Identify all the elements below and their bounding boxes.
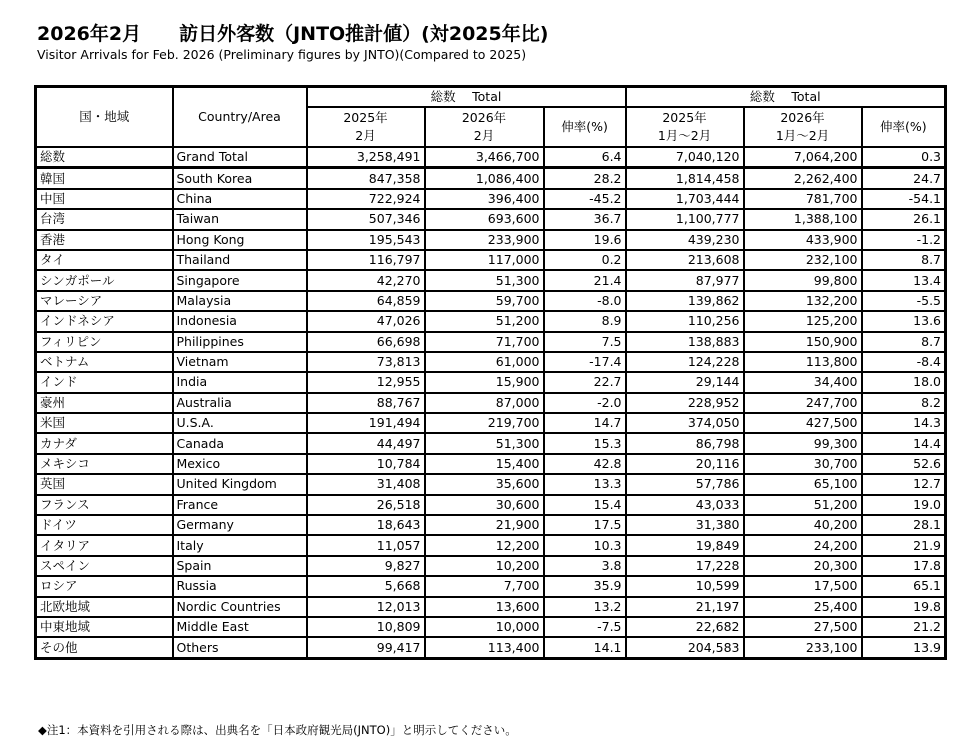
table-row bbox=[36, 209, 946, 229]
table-row bbox=[36, 311, 946, 331]
visitors-2025-feb-cell: 44,497 bbox=[307, 433, 425, 453]
visitors-2025-ytd-cell: 21,197 bbox=[626, 597, 744, 617]
table-row bbox=[36, 637, 946, 658]
visitors-2025-ytd-cell: 110,256 bbox=[626, 311, 744, 331]
growth-feb-cell: 42.8 bbox=[544, 454, 626, 474]
country-en-cell: Mexico bbox=[173, 454, 307, 474]
visitors-2025-feb-cell: 3,258,491 bbox=[307, 147, 425, 168]
growth-ytd-cell: 8.2 bbox=[862, 393, 946, 413]
growth-ytd-cell: 13.4 bbox=[862, 270, 946, 290]
visitors-2026-ytd-cell: 51,200 bbox=[744, 495, 862, 515]
table-row bbox=[36, 270, 946, 290]
growth-ytd-cell: 17.8 bbox=[862, 556, 946, 576]
growth-feb-cell: 28.2 bbox=[544, 168, 626, 189]
growth-feb-cell: 6.4 bbox=[544, 147, 626, 168]
table-row bbox=[36, 454, 946, 474]
visitors-2026-feb-cell: 51,200 bbox=[425, 311, 544, 331]
table-row bbox=[36, 433, 946, 453]
visitors-2025-feb-cell: 42,270 bbox=[307, 270, 425, 290]
visitors-2026-ytd-cell: 24,200 bbox=[744, 535, 862, 555]
growth-ytd-cell: 28.1 bbox=[862, 515, 946, 535]
page-title: 2026年2月 訪日外客数（JNTO推計値）(対2025年比) bbox=[37, 23, 549, 45]
growth-feb-cell: -45.2 bbox=[544, 189, 626, 209]
growth-ytd-cell: 8.7 bbox=[862, 332, 946, 352]
visitors-2026-ytd-cell: 125,200 bbox=[744, 311, 862, 331]
table-row bbox=[36, 617, 946, 637]
visitors-2025-ytd-cell: 138,883 bbox=[626, 332, 744, 352]
growth-ytd-cell: 52.6 bbox=[862, 454, 946, 474]
country-en-cell: France bbox=[173, 495, 307, 515]
table-row bbox=[36, 515, 946, 535]
visitors-2026-feb-cell: 117,000 bbox=[425, 250, 544, 270]
growth-feb-cell: 14.7 bbox=[544, 413, 626, 433]
visitors-2025-ytd-cell: 87,977 bbox=[626, 270, 744, 290]
header-growth-ytd: 伸率(%) bbox=[862, 107, 946, 147]
visitors-2026-feb-cell: 51,300 bbox=[425, 270, 544, 290]
country-jp-cell: ドイツ bbox=[36, 515, 173, 535]
visitors-2026-ytd-cell: 427,500 bbox=[744, 413, 862, 433]
growth-ytd-cell: 19.0 bbox=[862, 495, 946, 515]
visitors-2025-feb-cell: 10,784 bbox=[307, 454, 425, 474]
header-period: 1月～2月 bbox=[657, 128, 712, 143]
growth-feb-cell: 21.4 bbox=[544, 270, 626, 290]
visitors-2025-ytd-cell: 57,786 bbox=[626, 474, 744, 494]
visitors-2026-feb-cell: 61,000 bbox=[425, 352, 544, 372]
header-period: 2月 bbox=[355, 128, 376, 143]
visitors-2025-ytd-cell: 1,100,777 bbox=[626, 209, 744, 229]
visitors-2026-ytd-cell: 34,400 bbox=[744, 372, 862, 392]
growth-ytd-cell: 13.9 bbox=[862, 637, 946, 658]
country-en-cell: Canada bbox=[173, 433, 307, 453]
visitors-2025-ytd-cell: 7,040,120 bbox=[626, 147, 744, 168]
growth-feb-cell: 13.3 bbox=[544, 474, 626, 494]
growth-ytd-cell: 13.6 bbox=[862, 311, 946, 331]
visitors-2026-feb-cell: 21,900 bbox=[425, 515, 544, 535]
country-en-cell: Italy bbox=[173, 535, 307, 555]
visitors-2025-ytd-cell: 439,230 bbox=[626, 230, 744, 250]
country-jp-cell: フランス bbox=[36, 495, 173, 515]
visitors-2026-feb-cell: 3,466,700 bbox=[425, 147, 544, 168]
table-row bbox=[36, 332, 946, 352]
visitors-2026-feb-cell: 87,000 bbox=[425, 393, 544, 413]
visitors-2026-ytd-cell: 99,800 bbox=[744, 270, 862, 290]
table-row bbox=[36, 372, 946, 392]
table-row bbox=[36, 291, 946, 311]
growth-feb-cell: 17.5 bbox=[544, 515, 626, 535]
growth-feb-cell: 35.9 bbox=[544, 576, 626, 596]
visitors-2026-ytd-cell: 40,200 bbox=[744, 515, 862, 535]
visitors-2026-ytd-cell: 132,200 bbox=[744, 291, 862, 311]
country-jp-cell: インド bbox=[36, 372, 173, 392]
visitors-2026-ytd-cell: 232,100 bbox=[744, 250, 862, 270]
visitors-2026-feb-cell: 15,900 bbox=[425, 372, 544, 392]
country-jp-cell: イタリア bbox=[36, 535, 173, 555]
table-row bbox=[36, 576, 946, 596]
table-row bbox=[36, 556, 946, 576]
table-row bbox=[36, 230, 946, 250]
visitors-2026-feb-cell: 396,400 bbox=[425, 189, 544, 209]
growth-feb-cell: 15.3 bbox=[544, 433, 626, 453]
header-year: 2025年 bbox=[343, 110, 388, 125]
country-en-cell: Middle East bbox=[173, 617, 307, 637]
table-row bbox=[36, 413, 946, 433]
country-en-cell: Indonesia bbox=[173, 311, 307, 331]
table-row bbox=[36, 495, 946, 515]
country-en-cell: Thailand bbox=[173, 250, 307, 270]
visitors-2026-ytd-cell: 27,500 bbox=[744, 617, 862, 637]
visitors-2026-feb-cell: 59,700 bbox=[425, 291, 544, 311]
growth-feb-cell: 7.5 bbox=[544, 332, 626, 352]
visitors-2025-ytd-cell: 17,228 bbox=[626, 556, 744, 576]
country-en-cell: India bbox=[173, 372, 307, 392]
visitors-2025-ytd-cell: 29,144 bbox=[626, 372, 744, 392]
table-row bbox=[36, 168, 946, 189]
growth-ytd-cell: 18.0 bbox=[862, 372, 946, 392]
country-jp-cell: 台湾 bbox=[36, 209, 173, 229]
visitors-2026-ytd-cell: 781,700 bbox=[744, 189, 862, 209]
country-en-cell: Taiwan bbox=[173, 209, 307, 229]
growth-feb-cell: 10.3 bbox=[544, 535, 626, 555]
country-jp-cell: その他 bbox=[36, 637, 173, 658]
country-en-cell: Others bbox=[173, 637, 307, 658]
growth-feb-cell: 22.7 bbox=[544, 372, 626, 392]
visitors-2025-feb-cell: 722,924 bbox=[307, 189, 425, 209]
growth-feb-cell: -17.4 bbox=[544, 352, 626, 372]
visitors-2025-ytd-cell: 20,116 bbox=[626, 454, 744, 474]
growth-ytd-cell: 19.8 bbox=[862, 597, 946, 617]
visitors-2026-ytd-cell: 150,900 bbox=[744, 332, 862, 352]
visitors-2026-feb-cell: 219,700 bbox=[425, 413, 544, 433]
country-en-cell: Nordic Countries bbox=[173, 597, 307, 617]
growth-ytd-cell: 24.7 bbox=[862, 168, 946, 189]
visitors-2025-feb-cell: 116,797 bbox=[307, 250, 425, 270]
visitors-2025-feb-cell: 47,026 bbox=[307, 311, 425, 331]
country-en-cell: Malaysia bbox=[173, 291, 307, 311]
growth-ytd-cell: -1.2 bbox=[862, 230, 946, 250]
header-period: 1月～2月 bbox=[775, 128, 830, 143]
visitors-2025-ytd-cell: 1,814,458 bbox=[626, 168, 744, 189]
visitors-2025-ytd-cell: 213,608 bbox=[626, 250, 744, 270]
header-2026-feb bbox=[425, 107, 544, 147]
growth-feb-cell: -8.0 bbox=[544, 291, 626, 311]
table-row bbox=[36, 352, 946, 372]
visitors-2025-ytd-cell: 374,050 bbox=[626, 413, 744, 433]
country-jp-cell: 韓国 bbox=[36, 168, 173, 189]
country-jp-cell: 米国 bbox=[36, 413, 173, 433]
visitors-2026-ytd-cell: 17,500 bbox=[744, 576, 862, 596]
table-row bbox=[36, 535, 946, 555]
growth-feb-cell: 3.8 bbox=[544, 556, 626, 576]
header-country-en: Country/Area bbox=[173, 87, 307, 148]
visitors-2026-feb-cell: 7,700 bbox=[425, 576, 544, 596]
visitors-2025-ytd-cell: 22,682 bbox=[626, 617, 744, 637]
header-year: 2026年 bbox=[461, 110, 507, 125]
visitors-2025-ytd-cell: 139,862 bbox=[626, 291, 744, 311]
visitors-2026-ytd-cell: 433,900 bbox=[744, 230, 862, 250]
growth-ytd-cell: 12.7 bbox=[862, 474, 946, 494]
page-subtitle: Visitor Arrivals for Feb. 2026 (Preliminary figures by JNTO)(Compared to 2025) bbox=[37, 47, 527, 62]
table-row bbox=[36, 250, 946, 270]
growth-ytd-cell: 26.1 bbox=[862, 209, 946, 229]
visitors-2026-ytd-cell: 99,300 bbox=[744, 433, 862, 453]
country-en-cell: Germany bbox=[173, 515, 307, 535]
header-period: 2月 bbox=[473, 128, 495, 143]
growth-feb-cell: 0.2 bbox=[544, 250, 626, 270]
header-2025-feb bbox=[307, 107, 425, 147]
country-jp-cell: 英国 bbox=[36, 474, 173, 494]
visitors-2026-ytd-cell: 247,700 bbox=[744, 393, 862, 413]
visitors-2026-feb-cell: 1,086,400 bbox=[425, 168, 544, 189]
visitors-2026-feb-cell: 12,200 bbox=[425, 535, 544, 555]
header-year: 2025年 bbox=[662, 110, 707, 125]
visitors-2026-ytd-cell: 20,300 bbox=[744, 556, 862, 576]
growth-ytd-cell: 21.2 bbox=[862, 617, 946, 637]
growth-feb-cell: -2.0 bbox=[544, 393, 626, 413]
visitors-2026-ytd-cell: 7,064,200 bbox=[744, 147, 862, 168]
country-en-cell: United Kingdom bbox=[173, 474, 307, 494]
note-1: ◆注1：本資料を引用される際は、出典名を「日本政府観光局(JNTO)」と明示してください。 bbox=[38, 723, 517, 737]
country-jp-cell: フィリピン bbox=[36, 332, 173, 352]
growth-feb-cell: 15.4 bbox=[544, 495, 626, 515]
visitors-2025-ytd-cell: 19,849 bbox=[626, 535, 744, 555]
country-jp-cell: 総数 bbox=[36, 147, 173, 168]
visitors-2025-feb-cell: 191,494 bbox=[307, 413, 425, 433]
visitors-2026-feb-cell: 51,300 bbox=[425, 433, 544, 453]
visitors-2025-ytd-cell: 43,033 bbox=[626, 495, 744, 515]
visitors-2025-feb-cell: 73,813 bbox=[307, 352, 425, 372]
country-en-cell: South Korea bbox=[173, 168, 307, 189]
visitors-2025-ytd-cell: 86,798 bbox=[626, 433, 744, 453]
country-en-cell: Hong Kong bbox=[173, 230, 307, 250]
country-jp-cell: メキシコ bbox=[36, 454, 173, 474]
table-row bbox=[36, 597, 946, 617]
visitors-2025-feb-cell: 99,417 bbox=[307, 637, 425, 658]
growth-ytd-cell: 21.9 bbox=[862, 535, 946, 555]
visitors-2026-ytd-cell: 1,388,100 bbox=[744, 209, 862, 229]
country-jp-cell: シンガポール bbox=[36, 270, 173, 290]
header-2025-ytd bbox=[626, 107, 744, 147]
visitors-2025-feb-cell: 507,346 bbox=[307, 209, 425, 229]
visitors-2025-ytd-cell: 31,380 bbox=[626, 515, 744, 535]
table-row bbox=[36, 474, 946, 494]
table-row bbox=[36, 393, 946, 413]
country-jp-cell: ベトナム bbox=[36, 352, 173, 372]
header-growth-month: 伸率(%) bbox=[544, 107, 626, 147]
growth-ytd-cell: -5.5 bbox=[862, 291, 946, 311]
visitors-2025-feb-cell: 31,408 bbox=[307, 474, 425, 494]
header-country-jp: 国・地域 bbox=[36, 87, 173, 148]
visitors-2026-ytd-cell: 113,800 bbox=[744, 352, 862, 372]
growth-ytd-cell: 8.7 bbox=[862, 250, 946, 270]
header-group-ytd: 総数 Total bbox=[626, 87, 946, 108]
country-jp-cell: 中東地域 bbox=[36, 617, 173, 637]
visitors-2025-feb-cell: 5,668 bbox=[307, 576, 425, 596]
visitors-2026-ytd-cell: 233,100 bbox=[744, 637, 862, 658]
visitors-2026-feb-cell: 233,900 bbox=[425, 230, 544, 250]
visitors-2025-ytd-cell: 204,583 bbox=[626, 637, 744, 658]
visitors-2025-ytd-cell: 10,599 bbox=[626, 576, 744, 596]
visitors-2025-feb-cell: 9,827 bbox=[307, 556, 425, 576]
country-jp-cell: タイ bbox=[36, 250, 173, 270]
growth-feb-cell: 13.2 bbox=[544, 597, 626, 617]
visitors-2026-feb-cell: 113,400 bbox=[425, 637, 544, 658]
visitors-2025-feb-cell: 64,859 bbox=[307, 291, 425, 311]
visitors-2026-feb-cell: 35,600 bbox=[425, 474, 544, 494]
visitors-2026-ytd-cell: 30,700 bbox=[744, 454, 862, 474]
visitors-2025-ytd-cell: 124,228 bbox=[626, 352, 744, 372]
visitors-2026-feb-cell: 13,600 bbox=[425, 597, 544, 617]
visitors-2025-feb-cell: 847,358 bbox=[307, 168, 425, 189]
table-row bbox=[36, 189, 946, 209]
growth-ytd-cell: -8.4 bbox=[862, 352, 946, 372]
growth-feb-cell: 36.7 bbox=[544, 209, 626, 229]
visitors-2025-ytd-cell: 1,703,444 bbox=[626, 189, 744, 209]
visitors-2025-feb-cell: 88,767 bbox=[307, 393, 425, 413]
grand-total-row bbox=[36, 147, 946, 168]
country-en-cell: Philippines bbox=[173, 332, 307, 352]
country-jp-cell: マレーシア bbox=[36, 291, 173, 311]
growth-ytd-cell: -54.1 bbox=[862, 189, 946, 209]
header-group-month: 総数 Total bbox=[307, 87, 626, 108]
country-jp-cell: 豪州 bbox=[36, 393, 173, 413]
country-jp-cell: 香港 bbox=[36, 230, 173, 250]
visitors-2025-feb-cell: 18,643 bbox=[307, 515, 425, 535]
country-en-cell: China bbox=[173, 189, 307, 209]
country-en-cell: Grand Total bbox=[173, 147, 307, 168]
visitors-2026-feb-cell: 693,600 bbox=[425, 209, 544, 229]
visitors-2025-feb-cell: 11,057 bbox=[307, 535, 425, 555]
growth-ytd-cell: 65.1 bbox=[862, 576, 946, 596]
country-jp-cell: スペイン bbox=[36, 556, 173, 576]
visitors-2026-feb-cell: 15,400 bbox=[425, 454, 544, 474]
country-en-cell: Russia bbox=[173, 576, 307, 596]
visitors-2025-feb-cell: 12,955 bbox=[307, 372, 425, 392]
country-jp-cell: 中国 bbox=[36, 189, 173, 209]
visitors-2025-feb-cell: 12,013 bbox=[307, 597, 425, 617]
growth-ytd-cell: 14.4 bbox=[862, 433, 946, 453]
country-jp-cell: インドネシア bbox=[36, 311, 173, 331]
country-en-cell: Australia bbox=[173, 393, 307, 413]
growth-feb-cell: 8.9 bbox=[544, 311, 626, 331]
header-year: 2026年 bbox=[780, 110, 825, 125]
visitors-2025-feb-cell: 26,518 bbox=[307, 495, 425, 515]
growth-ytd-cell: 14.3 bbox=[862, 413, 946, 433]
growth-feb-cell: 14.1 bbox=[544, 637, 626, 658]
growth-feb-cell: -7.5 bbox=[544, 617, 626, 637]
visitors-2026-feb-cell: 10,200 bbox=[425, 556, 544, 576]
country-jp-cell: 北欧地域 bbox=[36, 597, 173, 617]
header-2026-ytd bbox=[744, 107, 862, 147]
visitors-2025-feb-cell: 66,698 bbox=[307, 332, 425, 352]
visitors-2026-ytd-cell: 25,400 bbox=[744, 597, 862, 617]
visitors-2025-ytd-cell: 228,952 bbox=[626, 393, 744, 413]
growth-ytd-cell: 0.3 bbox=[862, 147, 946, 168]
growth-feb-cell: 19.6 bbox=[544, 230, 626, 250]
visitors-2025-feb-cell: 10,809 bbox=[307, 617, 425, 637]
visitor-arrivals-table bbox=[34, 85, 947, 660]
country-en-cell: U.S.A. bbox=[173, 413, 307, 433]
country-en-cell: Vietnam bbox=[173, 352, 307, 372]
visitors-2026-ytd-cell: 2,262,400 bbox=[744, 168, 862, 189]
visitors-2026-feb-cell: 30,600 bbox=[425, 495, 544, 515]
visitors-2025-feb-cell: 195,543 bbox=[307, 230, 425, 250]
country-en-cell: Singapore bbox=[173, 270, 307, 290]
country-en-cell: Spain bbox=[173, 556, 307, 576]
country-jp-cell: カナダ bbox=[36, 433, 173, 453]
visitors-2026-feb-cell: 71,700 bbox=[425, 332, 544, 352]
visitors-2026-feb-cell: 10,000 bbox=[425, 617, 544, 637]
visitors-2026-ytd-cell: 65,100 bbox=[744, 474, 862, 494]
country-jp-cell: ロシア bbox=[36, 576, 173, 596]
